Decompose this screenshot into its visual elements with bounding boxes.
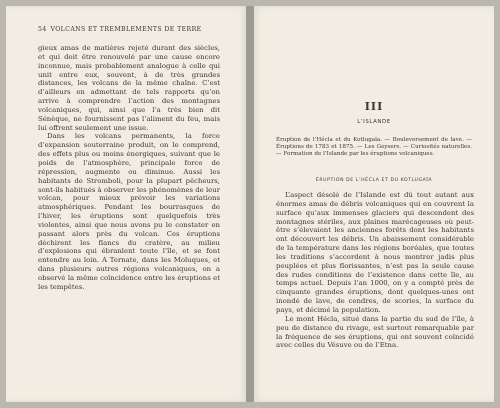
running-title: VOLCANS ET TREMBLEMENTS DE TERRE [50, 26, 202, 33]
chapter-title: L’ISLANDE [357, 119, 391, 125]
left-page-header [38, 26, 214, 36]
paragraph: gieux amas de matières rejeté durant des siècles, et qui doit être renouvelé par une cause encore inconnue, mais probablement analogue à celle qui unit entre eux, souvent, à de très grandes distances, les volcans de la même chaîne. C’est d’ailleurs en admettant de tels rapports qu’on arrive à comprendre l’action des montagnes volcaniques, qui, ainsi que l’a très bien dit Sénèque, ne fournissent pas l’aliment du feu, mais lui offrent seulement une issue. [38, 44, 220, 132]
right-page-body [276, 191, 474, 350]
left-page [6, 6, 246, 402]
paragraph: Le mont Hécla, situé dans la partie du sud de l’île, à peu de distance du rivage, est surtout remarquable par la fréquence de ses éruptions, qui ont souvent coïncidé avec celles du Vésuve ou de l’Etna. [276, 314, 474, 350]
book-gutter [246, 6, 254, 402]
section-heading: ÉRUPTION DE L’HÉCLA ET DU KOTLUGAÏA [315, 178, 433, 183]
chapter-summary: Éruption de l’Hécla et du Kotlugaïa. — Bouleversement de lave. — Éruptions de 1783 et 1875. — Les Geysers. — Curiosités naturelles. — Formation de l’Islande par les éruptions volcaniques. [276, 137, 472, 158]
paragraph: Dans les volcans permanents, la force d’expansion souterraine produit, on le comprend, des effets plus ou moins énergiques, suivant que le poids de l’atmosphère, principale force de répression, augmente ou diminue. Aussi les habitants de Stromboli, pour la plupart pêcheurs, sont-ils habitués à observer les phénomènes de leur volcan, pour mieux prévoir les variations atmosphériques. Pendant les bourrasques de l’hiver, les éruptions sont quelquefois très violentes, ainsi que nous avons pu le constater en passant alors près du volcan. Ces éruptions déchirent les flancs du cratère, au milieu d’explosions qui ébranlent toute l’île, et se font entendre au loin. A Ternate, dans les Moluques, et dans plusieurs autres régions volcaniques, on a observé la même coïncidence entre les éruptions et les tempêtes. [38, 132, 220, 291]
chapter-number: III [364, 100, 384, 113]
left-page-body [38, 44, 220, 292]
page-number: 54 [38, 26, 47, 33]
paragraph: L’aspect désolé de l’Islande est dû tout autant aux énormes amas de débris volcaniques qui en couvrent la surface qu’aux immenses glaciers qui descendent des montagnes stériles, aux plaines marécageuses où peut-être s’élevaient les anciennes forêts dont les habitants ont découvert les débris. Un abaissement considérable de la température dans les régions boréales, que toutes les traditions s’accordent à nous montrer jadis plus peuplées et plus florissantes, n’est pas la seule cause des rudes conditions de l’existence dans cette île, au temps actuel. Depuis l’an 1000, on y a compté près de cinquante grandes éruptions, dont quelques-unes ont inondé de lave, de cendres, de scories, la surface du pays, et décimé la population. [276, 191, 474, 314]
right-page [254, 6, 494, 402]
